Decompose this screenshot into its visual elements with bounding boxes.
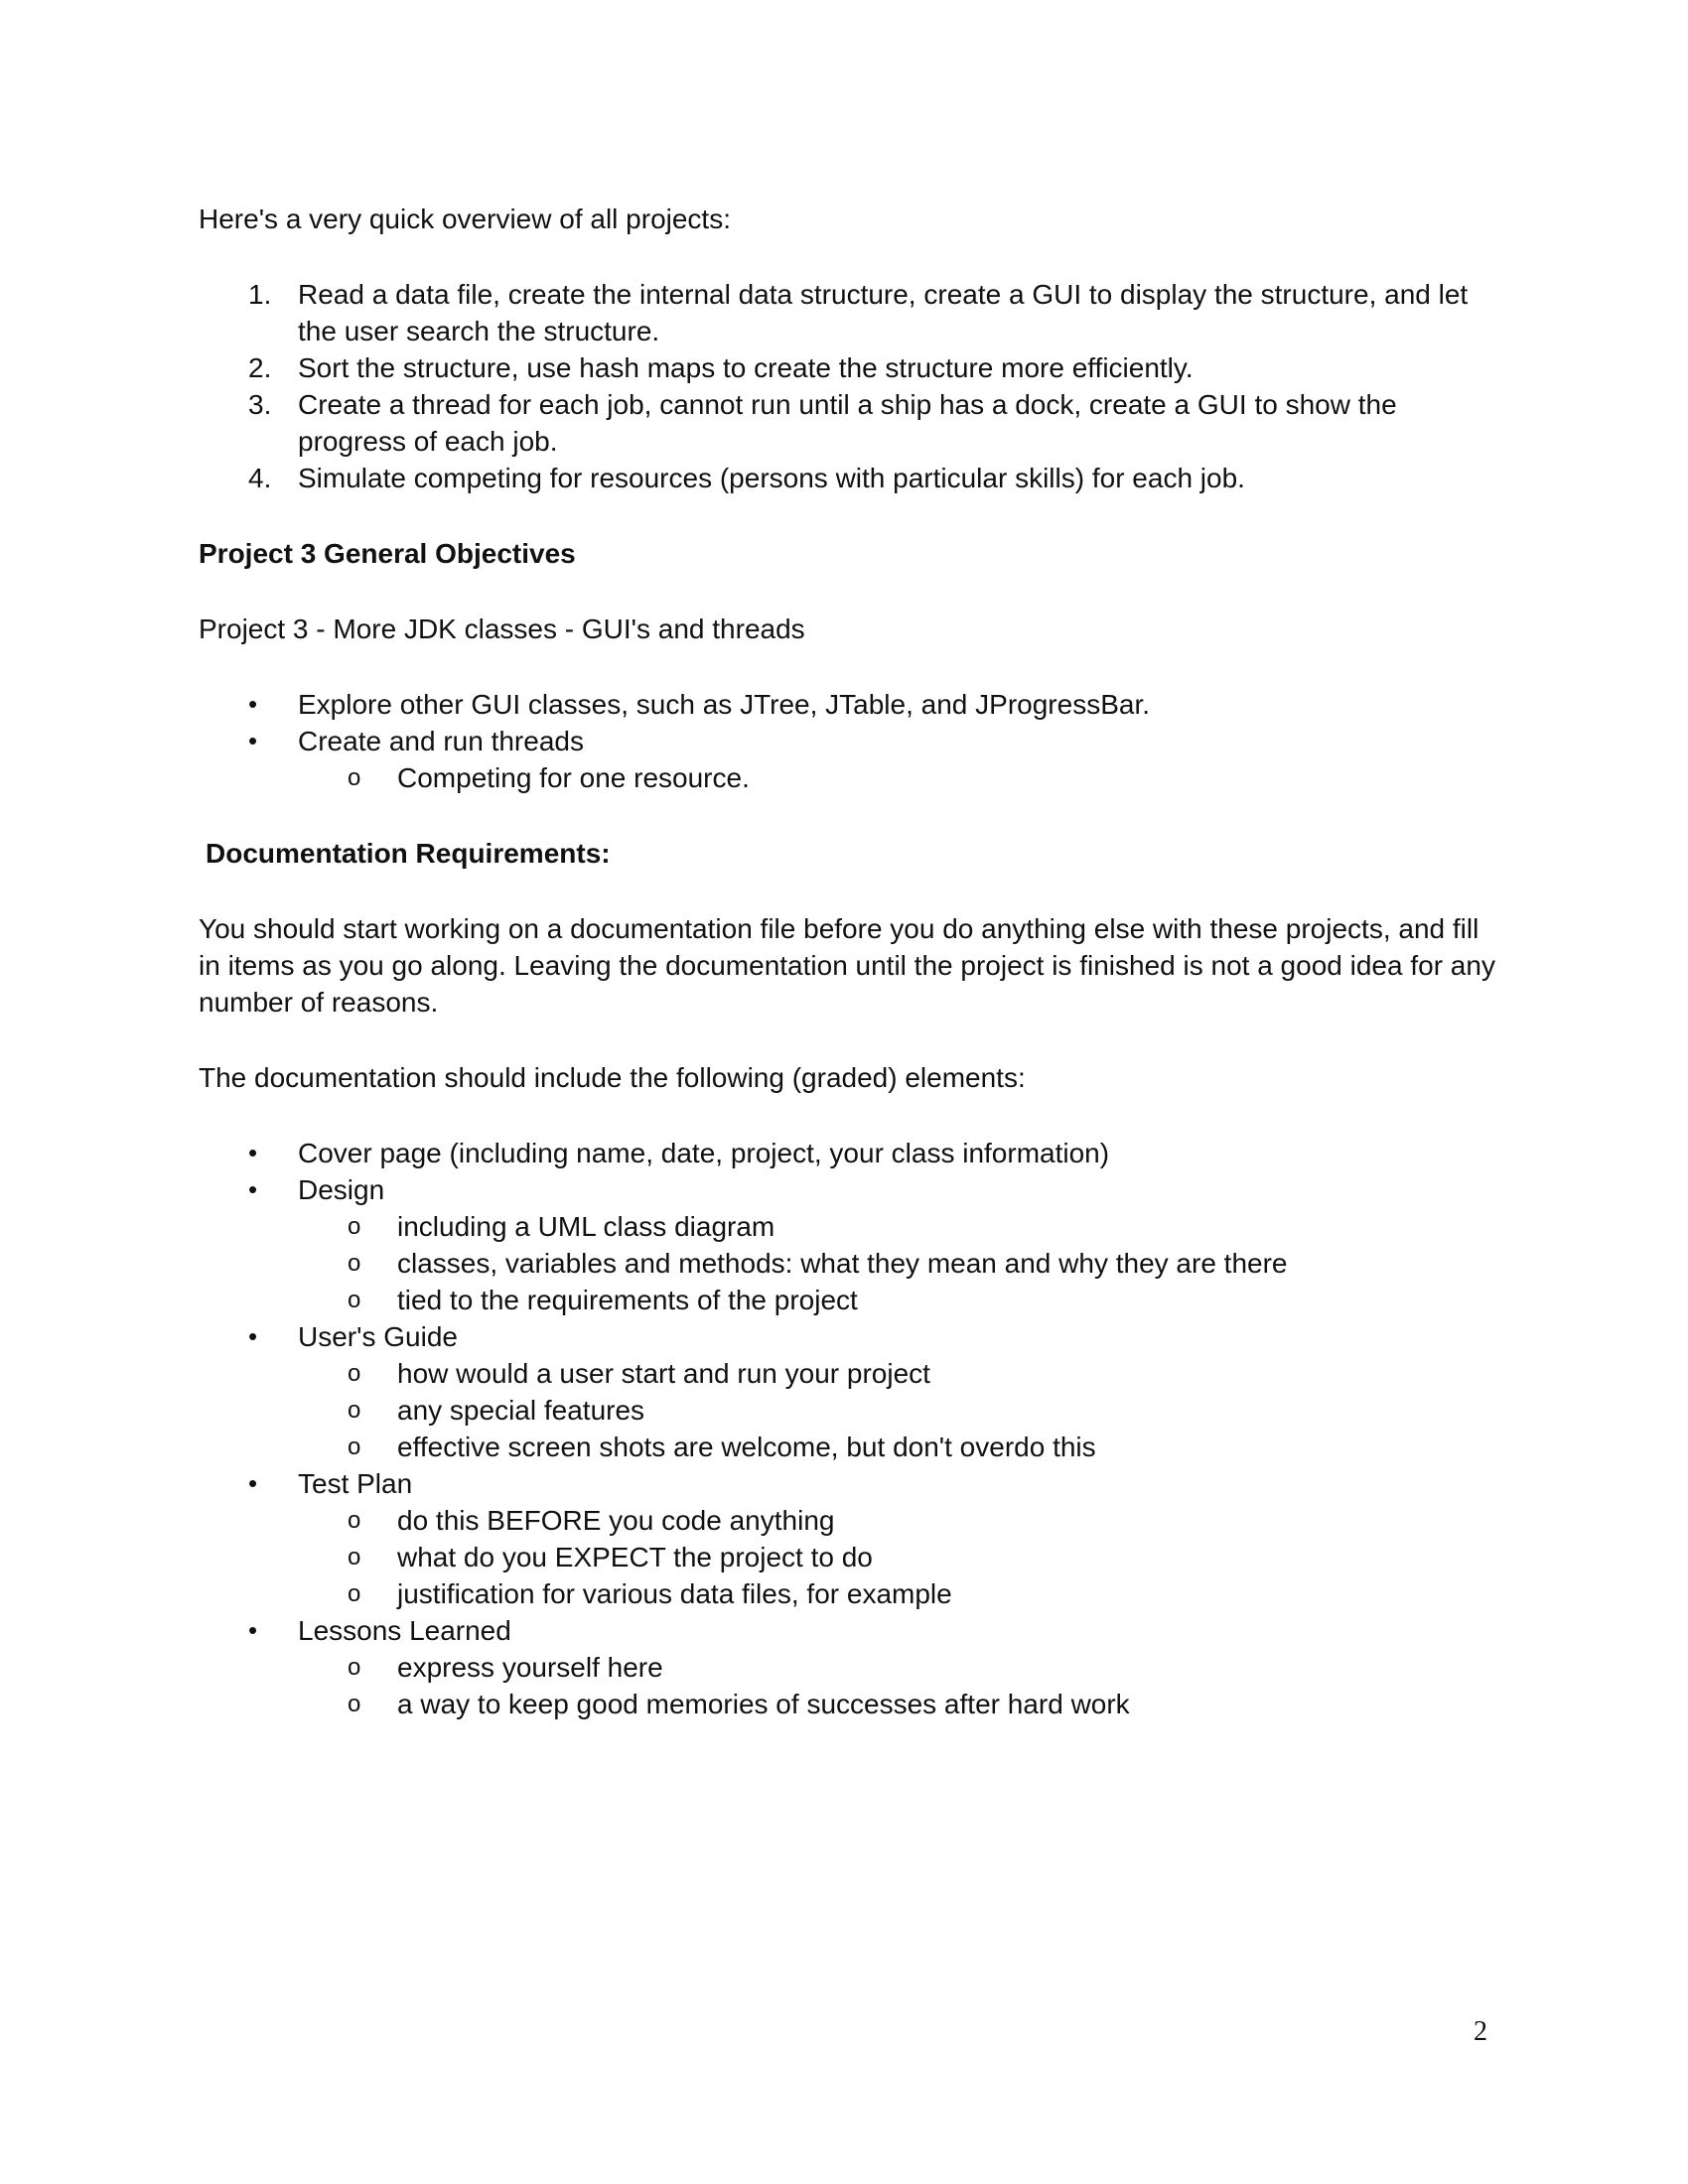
list-number: 4. — [248, 463, 272, 493]
documentation-sublist — [298, 1208, 1499, 1318]
overview-item-text: Create a thread for each job, cannot run until a ship has a dock, create a GUI to show the progress of each job. — [298, 389, 1397, 457]
documentation-heading: Documentation Requirements: — [206, 838, 611, 869]
documentation-subitem — [199, 1208, 1499, 1245]
documentation-item — [199, 1135, 1499, 1171]
documentation-subitem — [199, 1429, 1499, 1465]
objectives-list — [199, 686, 1499, 796]
overview-item — [199, 276, 1499, 349]
documentation-subitem — [199, 1282, 1499, 1318]
documentation-list-intro: The documentation should include the following (graded) elements: — [199, 1062, 1026, 1093]
bullet-icon: • — [248, 1468, 258, 1498]
circle-bullet-icon: o — [348, 1580, 361, 1607]
documentation-subitem — [199, 1575, 1499, 1612]
bullet-icon: • — [248, 1615, 258, 1645]
documentation-subitem — [199, 1392, 1499, 1429]
circle-bullet-icon: o — [348, 1544, 361, 1570]
circle-bullet-icon: o — [348, 1287, 361, 1313]
documentation-subitem-text: justification for various data files, for example — [397, 1578, 952, 1609]
documentation-subitem — [199, 1686, 1499, 1722]
circle-bullet-icon: o — [348, 1360, 361, 1387]
documentation-subitem-text: including a UML class diagram — [397, 1211, 775, 1242]
overview-item — [199, 386, 1499, 460]
documentation-paragraph: You should start working on a documentation file before you do anything else with these projects, and fill in items as you go along. Leaving the documentation until the project is finished is not a good idea for any number of reasons. — [199, 913, 1495, 1018]
circle-bullet-icon: o — [348, 1654, 361, 1681]
circle-bullet-icon: o — [348, 1691, 361, 1717]
overview-item-text: Sort the structure, use hash maps to create the structure more efficiently. — [298, 352, 1194, 383]
documentation-item — [199, 1612, 1499, 1722]
document-page — [199, 201, 1499, 1761]
documentation-subitem — [199, 1355, 1499, 1392]
objective-subitem-text: Competing for one resource. — [397, 762, 750, 793]
documentation-subitem — [199, 1649, 1499, 1686]
objective-item — [199, 686, 1499, 723]
documentation-subitem-text: do this BEFORE you code anything — [397, 1505, 835, 1536]
objective-item-text: Explore other GUI classes, such as JTree, JTable, and JProgressBar. — [298, 689, 1151, 720]
objective-item-text: Create and run threads — [298, 726, 584, 756]
bullet-icon: • — [248, 689, 258, 719]
circle-bullet-icon: o — [348, 1213, 361, 1240]
bullet-icon: • — [248, 1174, 258, 1204]
documentation-sublist — [298, 1649, 1499, 1722]
overview-item-text: Simulate competing for resources (persons with particular skills) for each job. — [298, 463, 1245, 493]
documentation-item — [199, 1171, 1499, 1318]
documentation-item — [199, 1465, 1499, 1612]
list-number: 1. — [248, 279, 272, 310]
overview-list — [199, 276, 1499, 496]
documentation-subitem-text: express yourself here — [397, 1652, 663, 1683]
documentation-item-text: User's Guide — [298, 1321, 458, 1352]
objective-sublist — [298, 759, 1499, 796]
documentation-item — [199, 1318, 1499, 1465]
documentation-subitem — [199, 1502, 1499, 1539]
documentation-item-text: Design — [298, 1174, 385, 1205]
objectives-subtitle: Project 3 - More JDK classes - GUI's and threads — [199, 614, 805, 644]
circle-bullet-icon: o — [348, 1433, 361, 1460]
intro-text: Here's a very quick overview of all projects: — [199, 204, 731, 234]
documentation-sublist — [298, 1502, 1499, 1612]
documentation-subitem — [199, 1245, 1499, 1282]
documentation-subitem-text: a way to keep good memories of successes after hard work — [397, 1689, 1130, 1719]
objective-subitem — [199, 759, 1499, 796]
circle-bullet-icon: o — [348, 1250, 361, 1277]
documentation-subitem-text: any special features — [397, 1395, 645, 1426]
documentation-subitem — [199, 1539, 1499, 1575]
circle-bullet-icon: o — [348, 764, 361, 791]
overview-item — [199, 349, 1499, 386]
bullet-icon: • — [248, 1321, 258, 1351]
documentation-subitem-text: how would a user start and run your project — [397, 1358, 930, 1389]
documentation-subitem-text: effective screen shots are welcome, but don't overdo this — [397, 1432, 1096, 1462]
documentation-item-text: Lessons Learned — [298, 1615, 511, 1646]
bullet-icon: • — [248, 726, 258, 755]
overview-item-text: Read a data file, create the internal data structure, create a GUI to display the structure, and let the user search the structure. — [298, 279, 1469, 346]
list-number: 2. — [248, 352, 272, 383]
documentation-list — [199, 1135, 1499, 1722]
circle-bullet-icon: o — [348, 1507, 361, 1534]
list-number: 3. — [248, 389, 272, 420]
documentation-subitem-text: classes, variables and methods: what they mean and why they are there — [397, 1248, 1288, 1279]
documentation-subitem-text: what do you EXPECT the project to do — [397, 1542, 873, 1572]
circle-bullet-icon: o — [348, 1397, 361, 1424]
documentation-sublist — [298, 1355, 1499, 1465]
documentation-subitem-text: tied to the requirements of the project — [397, 1285, 858, 1315]
objectives-heading: Project 3 General Objectives — [199, 538, 576, 569]
objective-item — [199, 723, 1499, 796]
bullet-icon: • — [248, 1138, 258, 1167]
page-number: 2 — [1474, 2016, 1487, 2047]
overview-item — [199, 460, 1499, 496]
documentation-item-text: Test Plan — [298, 1468, 413, 1499]
documentation-item-text: Cover page (including name, date, project, your class information) — [298, 1138, 1110, 1168]
